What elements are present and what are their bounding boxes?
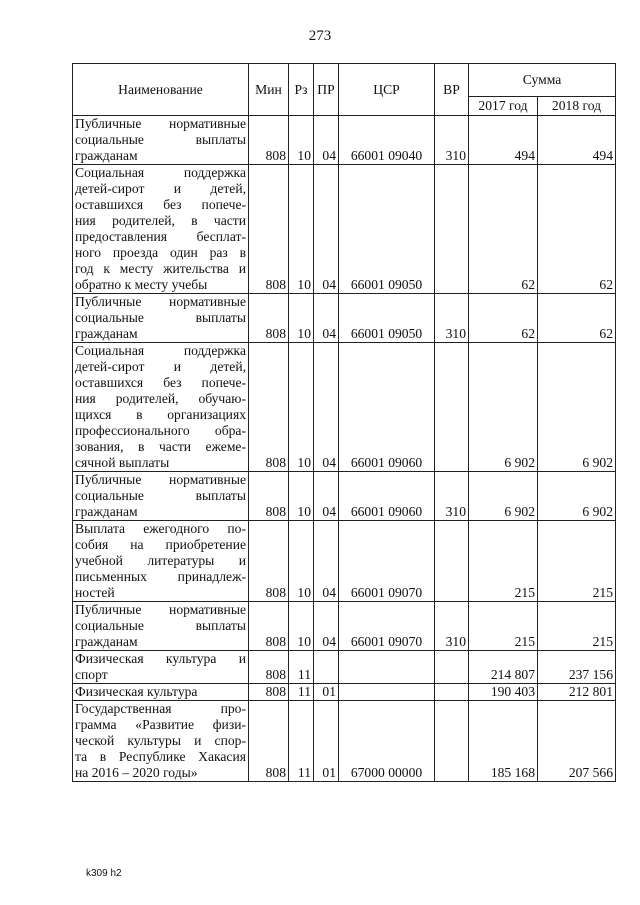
cell-csr: 66001 09050 [339,165,435,294]
header-year-2018: 2018 год [538,97,616,116]
cell-amount-2017: 215 [469,602,538,651]
cell-vr: 310 [435,472,469,521]
name-line: детей-сирот и детей, [75,181,246,196]
cell-vr [435,521,469,602]
cell-rz: 10 [289,343,314,472]
cell-pr: 01 [314,701,339,782]
header-sum: Сумма [469,64,616,97]
cell-rz: 10 [289,521,314,602]
cell-name [73,343,249,472]
name-line: профессионального обра- [75,423,246,438]
name-line: обратно к месту учебы [75,277,208,292]
name-line: гражданам [75,504,138,519]
cell-amount-2018: 6 902 [538,472,616,521]
name-line: ния родителей, обучаю- [75,391,246,406]
cell-rz: 10 [289,472,314,521]
table-body [73,116,616,782]
name-line: щихся в организациях [75,407,246,422]
cell-csr: 66001 09040 [339,116,435,165]
name-line: детей-сирот и детей, [75,359,246,374]
cell-amount-2018: 494 [538,116,616,165]
table-row [73,343,616,472]
cell-amount-2018: 215 [538,602,616,651]
cell-csr [339,651,435,684]
name-line: ного проезда один раз в [75,245,246,260]
cell-name [73,472,249,521]
cell-min: 808 [249,165,289,294]
name-line: Публичные нормативные [75,602,246,617]
cell-vr [435,701,469,782]
cell-csr: 67000 00000 [339,701,435,782]
table-row [73,651,616,684]
cell-amount-2017: 185 168 [469,701,538,782]
name-line: Публичные нормативные [75,116,246,131]
cell-vr [435,343,469,472]
cell-min: 808 [249,701,289,782]
cell-amount-2018: 212 801 [538,684,616,701]
cell-min: 808 [249,651,289,684]
header-name: Наименование [73,64,249,116]
cell-amount-2018: 207 566 [538,701,616,782]
budget-table [72,63,616,782]
cell-amount-2018: 6 902 [538,343,616,472]
name-line: ния родителей, в части [75,213,246,228]
cell-pr [314,651,339,684]
name-line: гражданам [75,634,138,649]
name-line: та в Республике Хакасия [75,749,246,764]
cell-vr [435,165,469,294]
header-vr: ВР [435,64,469,116]
cell-amount-2018: 62 [538,165,616,294]
cell-csr [339,684,435,701]
cell-rz: 10 [289,294,314,343]
table-header [73,64,616,116]
name-line: гражданам [75,326,138,341]
name-line: письменных принадлеж- [75,569,246,584]
cell-amount-2017: 190 403 [469,684,538,701]
cell-pr: 04 [314,116,339,165]
cell-min: 808 [249,294,289,343]
table-row [73,472,616,521]
cell-name [73,294,249,343]
table-row [73,602,616,651]
name-line: предоставления бесплат- [75,229,246,244]
cell-amount-2017: 494 [469,116,538,165]
cell-amount-2017: 214 807 [469,651,538,684]
name-line: Публичные нормативные [75,472,246,487]
cell-vr [435,684,469,701]
name-line: оставшихся без попече- [75,197,246,212]
table-row [73,116,616,165]
cell-amount-2017: 62 [469,294,538,343]
name-line: сячной выплаты [75,455,170,470]
name-line: Физическая культура [75,684,198,699]
name-line: Социальная поддержка [75,343,246,358]
cell-min: 808 [249,116,289,165]
cell-amount-2017: 6 902 [469,343,538,472]
name-line: на 2016 – 2020 годы» [75,765,198,780]
cell-min: 808 [249,343,289,472]
cell-rz: 10 [289,602,314,651]
cell-name [73,521,249,602]
cell-csr: 66001 09070 [339,602,435,651]
name-line: социальные выплаты [75,618,246,633]
name-line: социальные выплаты [75,488,246,503]
cell-min: 808 [249,684,289,701]
cell-amount-2018: 237 156 [538,651,616,684]
cell-csr: 66001 09050 [339,294,435,343]
name-line: Публичные нормативные [75,294,246,309]
name-line: гражданам [75,148,138,163]
name-line: ческой культуры и спор- [75,733,246,748]
table-row [73,701,616,782]
cell-name [73,684,249,701]
header-min: Мин [249,64,289,116]
header-rz: Рз [289,64,314,116]
cell-min: 808 [249,602,289,651]
cell-amount-2017: 215 [469,521,538,602]
cell-amount-2018: 62 [538,294,616,343]
cell-pr: 04 [314,472,339,521]
header-year-2017: 2017 год [469,97,538,116]
cell-rz: 11 [289,651,314,684]
name-line: оставшихся без попече- [75,375,246,390]
name-line: учебной литературы и [75,553,246,568]
cell-pr: 01 [314,684,339,701]
cell-rz: 11 [289,684,314,701]
cell-vr: 310 [435,116,469,165]
name-line: социальные выплаты [75,132,246,147]
table-row [73,165,616,294]
cell-name [73,165,249,294]
name-line: собия на приобретение [75,537,246,552]
cell-csr: 66001 09060 [339,472,435,521]
cell-amount-2018: 215 [538,521,616,602]
name-line: социальные выплаты [75,310,246,325]
cell-name [73,116,249,165]
cell-vr [435,651,469,684]
cell-name [73,651,249,684]
table-row [73,294,616,343]
header-pr: ПР [314,64,339,116]
name-line: зования, в части ежеме- [75,439,246,454]
cell-pr: 04 [314,602,339,651]
name-line: год к месту жительства и [75,261,246,276]
name-line: ностей [75,585,115,600]
cell-pr: 04 [314,343,339,472]
cell-vr: 310 [435,602,469,651]
name-line: Выплата ежегодного по- [75,521,246,536]
cell-name [73,602,249,651]
cell-csr: 66001 09070 [339,521,435,602]
cell-name [73,701,249,782]
table-row [73,684,616,701]
cell-min: 808 [249,472,289,521]
cell-vr: 310 [435,294,469,343]
name-line: Социальная поддержка [75,165,246,180]
cell-pr: 04 [314,165,339,294]
cell-csr: 66001 09060 [339,343,435,472]
cell-rz: 10 [289,165,314,294]
cell-min: 808 [249,521,289,602]
header-csr: ЦСР [339,64,435,116]
cell-rz: 11 [289,701,314,782]
cell-pr: 04 [314,521,339,602]
name-line: грамма «Развитие физи- [75,717,246,732]
cell-amount-2017: 6 902 [469,472,538,521]
footer-code: k309 h2 [86,868,122,879]
cell-pr: 04 [314,294,339,343]
name-line: спорт [75,667,108,682]
page-number: 273 [308,28,332,44]
name-line: Физическая культура и [75,651,246,666]
table-row [73,521,616,602]
cell-amount-2017: 62 [469,165,538,294]
cell-rz: 10 [289,116,314,165]
name-line: Государственная про- [75,701,246,716]
